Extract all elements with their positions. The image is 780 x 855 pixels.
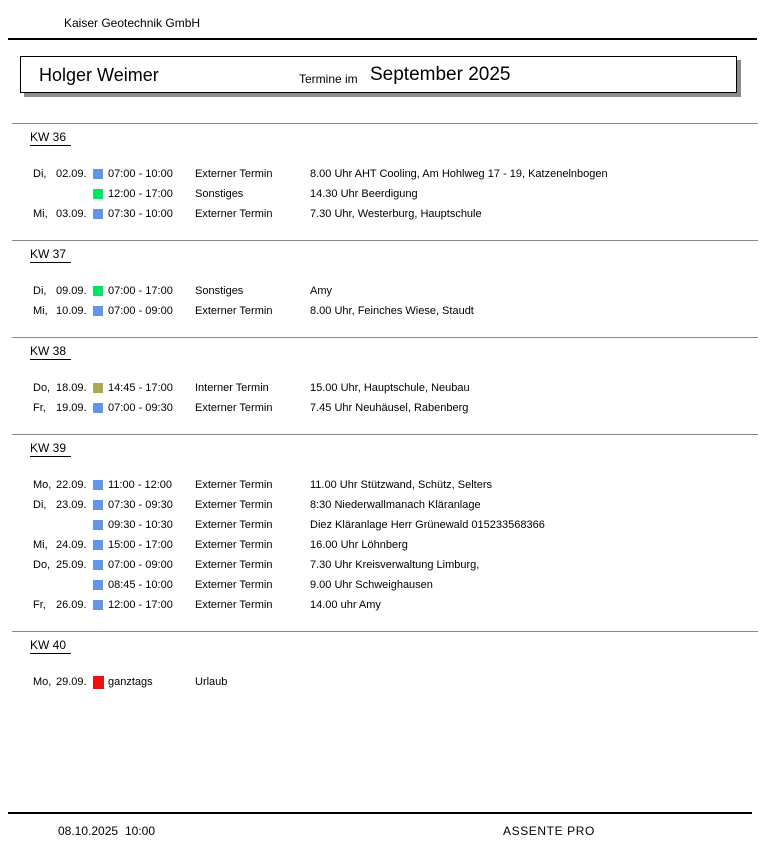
appointment-row xyxy=(0,555,780,575)
appointment-type: Externer Termin xyxy=(195,519,273,531)
category-color-icon xyxy=(93,600,103,610)
appointment-type: Interner Termin xyxy=(195,382,269,394)
appointment-row xyxy=(0,495,780,515)
category-color-icon xyxy=(93,520,103,530)
week-section xyxy=(0,434,780,615)
appointment-time: 15:00 - 17:00 xyxy=(108,539,173,551)
appointment-time: 07:00 - 09:30 xyxy=(108,402,173,414)
appointment-date xyxy=(56,184,93,204)
category-color-icon xyxy=(93,676,104,689)
appointment-type: Externer Termin xyxy=(195,599,273,611)
appointment-day xyxy=(33,515,56,535)
appointment-time: 08:45 - 10:00 xyxy=(108,579,173,591)
software-brand: ASSENTE PRO xyxy=(503,824,595,838)
title-box xyxy=(20,56,737,93)
appointment-type: Externer Termin xyxy=(195,499,273,511)
category-color-icon xyxy=(93,403,103,413)
category-square-cell xyxy=(93,184,108,204)
appointment-date xyxy=(56,575,93,595)
week-rows xyxy=(0,281,780,321)
week-label: KW 36 xyxy=(30,130,71,146)
appointment-type: Externer Termin xyxy=(195,479,273,491)
person-name: Holger Weimer xyxy=(39,65,159,85)
category-square-cell xyxy=(93,164,108,184)
appointment-day: Mo, xyxy=(33,676,52,688)
category-color-icon xyxy=(93,383,103,393)
category-color-icon xyxy=(93,540,103,550)
appointment-description xyxy=(310,672,780,692)
week-divider xyxy=(12,337,758,338)
footer-divider xyxy=(8,812,752,814)
appointment-date: 09.09. xyxy=(56,285,87,297)
week-label: KW 40 xyxy=(30,638,71,654)
appointment-description: Amy xyxy=(310,285,332,297)
week-divider xyxy=(12,434,758,435)
appointment-time: 07:30 - 09:30 xyxy=(108,499,173,511)
appointment-day: Do, xyxy=(33,382,51,394)
week-section xyxy=(0,337,780,418)
week-label: KW 37 xyxy=(30,247,71,263)
category-square-cell xyxy=(93,515,108,535)
header-divider xyxy=(8,38,757,40)
appointment-time: 12:00 - 17:00 xyxy=(108,188,173,200)
appointment-description: 8.00 Uhr AHT Cooling, Am Hohlweg 17 - 19, Katzenelnbogen xyxy=(310,168,608,180)
category-square-cell xyxy=(93,575,108,595)
appointment-day: Mo, xyxy=(33,479,52,491)
category-square-cell xyxy=(93,672,108,692)
appointment-date: 18.09. xyxy=(56,382,87,394)
appointment-row xyxy=(0,301,780,321)
appointment-row xyxy=(0,184,780,204)
appointment-type: Urlaub xyxy=(195,676,228,688)
category-color-icon xyxy=(93,189,103,199)
appointment-row xyxy=(0,595,780,615)
category-color-icon xyxy=(93,580,103,590)
title-prefix: Termine im xyxy=(299,72,358,86)
week-divider xyxy=(12,123,758,124)
appointment-date: 22.09. xyxy=(56,479,87,491)
category-square-cell xyxy=(93,595,108,615)
appointment-date: 23.09. xyxy=(56,499,87,511)
appointment-day: Fr, xyxy=(33,599,46,611)
week-section xyxy=(0,631,780,692)
appointment-time: 07:00 - 09:00 xyxy=(108,305,173,317)
title-month: September 2025 xyxy=(370,64,511,85)
appointment-type: Externer Termin xyxy=(195,168,273,180)
category-color-icon xyxy=(93,286,103,296)
print-date: 08.10.2025 xyxy=(58,824,119,838)
appointment-day xyxy=(33,575,56,595)
appointment-description: 7.45 Uhr Neuhäusel, Rabenberg xyxy=(310,402,469,414)
appointment-date: 19.09. xyxy=(56,402,87,414)
appointment-date: 03.09. xyxy=(56,208,87,220)
appointment-row xyxy=(0,378,780,398)
appointment-date: 25.09. xyxy=(56,559,87,571)
appointment-date: 26.09. xyxy=(56,599,87,611)
appointment-date: 02.09. xyxy=(56,168,87,180)
appointment-day: Di, xyxy=(33,168,47,180)
week-rows xyxy=(0,164,780,224)
category-square-cell xyxy=(93,398,108,418)
company-name: Kaiser Geotechnik GmbH xyxy=(64,16,201,30)
appointment-row xyxy=(0,281,780,301)
appointment-day: Mi, xyxy=(33,539,48,551)
appointment-row xyxy=(0,164,780,184)
appointment-day: Mi, xyxy=(33,208,48,220)
appointment-day: Mi, xyxy=(33,305,48,317)
print-time: 10:00 xyxy=(125,824,156,838)
appointment-day: Di, xyxy=(33,285,47,297)
appointment-type: Externer Termin xyxy=(195,559,273,571)
appointment-description: 9.00 Uhr Schweighausen xyxy=(310,579,433,591)
appointment-type: Externer Termin xyxy=(195,208,273,220)
appointment-date xyxy=(56,515,93,535)
appointment-row xyxy=(0,515,780,535)
appointment-type: Externer Termin xyxy=(195,579,273,591)
appointment-type: Externer Termin xyxy=(195,402,273,414)
appointment-date: 29.09. xyxy=(56,676,87,688)
appointment-description: 7.30 Uhr Kreisverwaltung Limburg, xyxy=(310,559,480,571)
appointment-description: Diez Kläranlage Herr Grünewald 015233568366 xyxy=(310,519,545,531)
category-color-icon xyxy=(93,306,103,316)
appointment-date: 10.09. xyxy=(56,305,87,317)
appointment-type: Sonstiges xyxy=(195,285,244,297)
appointment-time: ganztags xyxy=(108,676,153,688)
category-square-cell xyxy=(93,495,108,515)
appointment-description: 15.00 Uhr, Hauptschule, Neubau xyxy=(310,382,470,394)
appointment-time: 14:45 - 17:00 xyxy=(108,382,173,394)
appointment-day: Di, xyxy=(33,499,47,511)
week-divider xyxy=(12,631,758,632)
category-color-icon xyxy=(93,500,103,510)
category-color-icon xyxy=(93,209,103,219)
appointment-description: 16.00 Uhr Löhnberg xyxy=(310,539,408,551)
appointment-time: 07:00 - 17:00 xyxy=(108,285,173,297)
appointment-description: 11.00 Uhr Stützwand, Schütz, Selters xyxy=(310,479,492,491)
appointment-type: Externer Termin xyxy=(195,305,273,317)
week-rows xyxy=(0,672,780,692)
category-color-icon xyxy=(93,560,103,570)
week-section xyxy=(0,240,780,321)
category-square-cell xyxy=(93,281,108,301)
appointment-time: 07:00 - 10:00 xyxy=(108,168,173,180)
category-square-cell xyxy=(93,555,108,575)
appointment-row xyxy=(0,475,780,495)
appointment-time: 09:30 - 10:30 xyxy=(108,519,173,531)
weeks-list xyxy=(0,123,780,708)
week-rows xyxy=(0,378,780,418)
appointment-time: 07:30 - 10:00 xyxy=(108,208,173,220)
appointment-time: 12:00 - 17:00 xyxy=(108,599,173,611)
appointment-day: Fr, xyxy=(33,402,46,414)
appointment-time: 07:00 - 09:00 xyxy=(108,559,173,571)
appointment-description: 7.30 Uhr, Westerburg, Hauptschule xyxy=(310,208,482,220)
appointment-description: 14.30 Uhr Beerdigung xyxy=(310,188,418,200)
week-label: KW 38 xyxy=(30,344,71,360)
appointment-type: Sonstiges xyxy=(195,188,244,200)
appointment-description: 8.00 Uhr, Feinches Wiese, Staudt xyxy=(310,305,474,317)
appointment-row xyxy=(0,535,780,555)
week-divider xyxy=(12,240,758,241)
category-square-cell xyxy=(93,301,108,321)
appointment-day: Do, xyxy=(33,559,51,571)
appointment-time: 11:00 - 12:00 xyxy=(108,479,173,491)
week-section xyxy=(0,123,780,224)
week-label: KW 39 xyxy=(30,441,71,457)
appointment-description: 8:30 Niederwallmanach Kläranlage xyxy=(310,499,481,511)
appointment-row xyxy=(0,398,780,418)
appointment-description: 14.00 uhr Amy xyxy=(310,599,381,611)
appointment-row xyxy=(0,672,780,692)
appointment-day xyxy=(33,184,56,204)
appointment-row xyxy=(0,204,780,224)
appointment-row xyxy=(0,575,780,595)
category-color-icon xyxy=(93,169,103,179)
week-rows xyxy=(0,475,780,615)
category-square-cell xyxy=(93,378,108,398)
appointment-type: Externer Termin xyxy=(195,539,273,551)
category-square-cell xyxy=(93,535,108,555)
appointment-date: 24.09. xyxy=(56,539,87,551)
category-square-cell xyxy=(93,204,108,224)
category-color-icon xyxy=(93,480,103,490)
category-square-cell xyxy=(93,475,108,495)
